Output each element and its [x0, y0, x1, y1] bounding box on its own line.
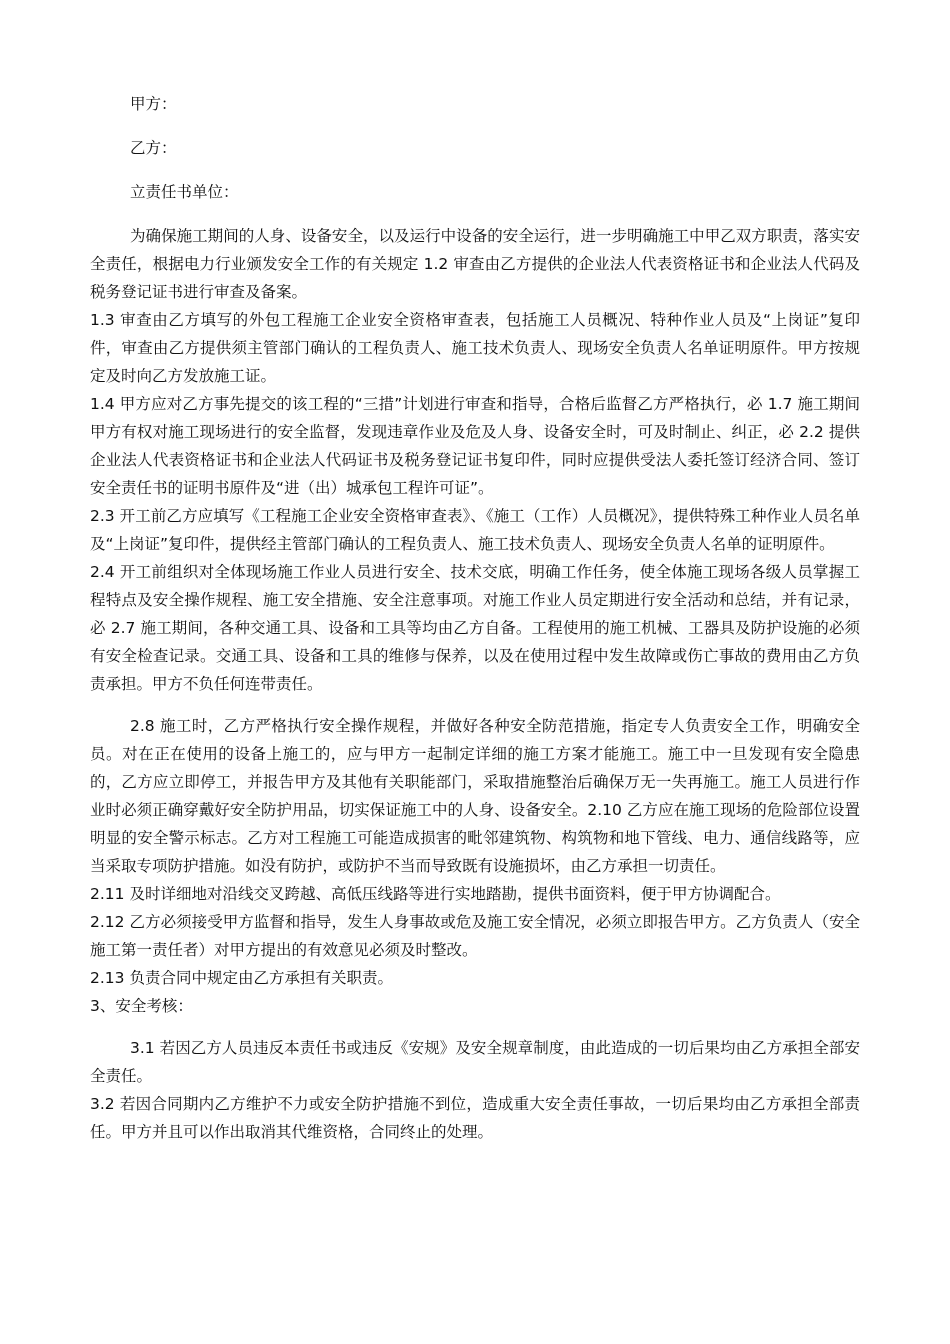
issuer-line: 立责任书单位：: [130, 183, 239, 201]
paragraph-2-12: 2.12 乙方必须接受甲方监督和指导，发生人身事故或危及施工安全情况，必须立即报告甲方。乙方负责人（安全施工第一责任者）对甲方提出的有效意见必须及时整改。: [90, 913, 860, 959]
paragraph-1-3: 1.3 审查由乙方填写的外包工程施工企业安全资格审查表，包括施工人员概况、特种作业人员及“上岗证”复印件，审查由乙方提供须主管部门确认的工程负责人、施工技术负责人、现场安全负责人名单证明原件。甲方按规定及时向乙方发放施工证。: [90, 311, 860, 385]
paragraph-2-13: 2.13 负责合同中规定由乙方承担有关职责。: [90, 969, 393, 987]
paragraph-1-4: 1.4 甲方应对乙方事先提交的该工程的“三措”计划进行审查和指导，合格后监督乙方严格执行，必 1.7 施工期间甲方有权对施工现场进行的安全监督，发现违章作业及危及人身、设备安全时，可及时制止、纠正，必 2.2 提供企业法人代表资格证书和企业法人代码证书及税务登记证书复印件，同时应提供受法人委托签订经济合同、签订安全责任书的证明书原件及“进（出）城承包工程许可证”。: [90, 395, 860, 497]
party-b-line: 乙方：: [130, 139, 177, 157]
paragraph-2-4: 2.4 开工前组织对全体现场施工作业人员进行安全、技术交底，明确工作任务，使全体施工现场各级人员掌握工程特点及安全操作规程、施工安全措施、安全注意事项。对施工作业人员定期进行安全活动和总结，并有记录，必 2.7 施工期间，各种交通工具、设备和工具等均由乙方自备。工程使用的施工机械、工器具及防护设施的必须有安全检查记录。交通工具、设备和工具的维修与保养，以及在使用过程中发生故障或伤亡事故的费用由乙方负责承担。甲方不负任何连带责任。: [90, 563, 860, 693]
document-page: [90, 90, 860, 1146]
paragraph-3-1: 3.1 若因乙方人员违反本责任书或违反《安规》及安全规章制度，由此造成的一切后果均由乙方承担全部安全责任。: [90, 1039, 860, 1085]
paragraph-2-8: 2.8 施工时，乙方严格执行安全操作规程，并做好各种安全防范措施，指定专人负责安全工作，明确安全员。对在正在使用的设备上施工的，应与甲方一起制定详细的施工方案才能施工。施工中一旦发现有安全隐患的，乙方应立即停工，并报告甲方及其他有关职能部门，采取措施整治后确保万无一失再施工。施工人员进行作业时必须正确穿戴好安全防护用品，切实保证施工中的人身、设备安全。2.10 乙方应在施工现场的危险部位设置明显的安全警示标志。乙方对工程施工可能造成损害的毗邻建筑物、构筑物和地下管线、电力、通信线路等，应当采取专项防护措施。如没有防护，或防护不当而导致既有设施损坏，由乙方承担一切责任。: [90, 717, 860, 875]
paragraph-3-2: 3.2 若因合同期内乙方维护不力或安全防护措施不到位，造成重大安全责任事故，一切后果均由乙方承担全部责任。甲方并且可以作出取消其代维资格，合同终止的处理。: [90, 1095, 860, 1141]
paragraph-2-3: 2.3 开工前乙方应填写《工程施工企业安全资格审查表》、《施工（工作）人员概况》，提供特殊工种作业人员名单及“上岗证”复印件，提供经主管部门确认的工程负责人、施工技术负责人、现场安全负责人名单的证明原件。: [90, 507, 860, 553]
paragraph-intro: 为确保施工期间的人身、设备安全，以及运行中设备的安全运行，进一步明确施工中甲乙双方职责，落实安全责任，根据电力行业颁发安全工作的有关规定 1.2 审查由乙方提供的企业法人代表资格证书和企业法人代码及税务登记证书进行审查及备案。: [90, 227, 860, 301]
party-a-line: 甲方：: [130, 95, 177, 113]
paragraph-2-11: 2.11 及时详细地对沿线交叉跨越、高低压线路等进行实地踏勘，提供书面资料，便于甲方协调配合。: [90, 885, 781, 903]
section-heading-safety-assessment: 3、安全考核：: [90, 997, 193, 1015]
